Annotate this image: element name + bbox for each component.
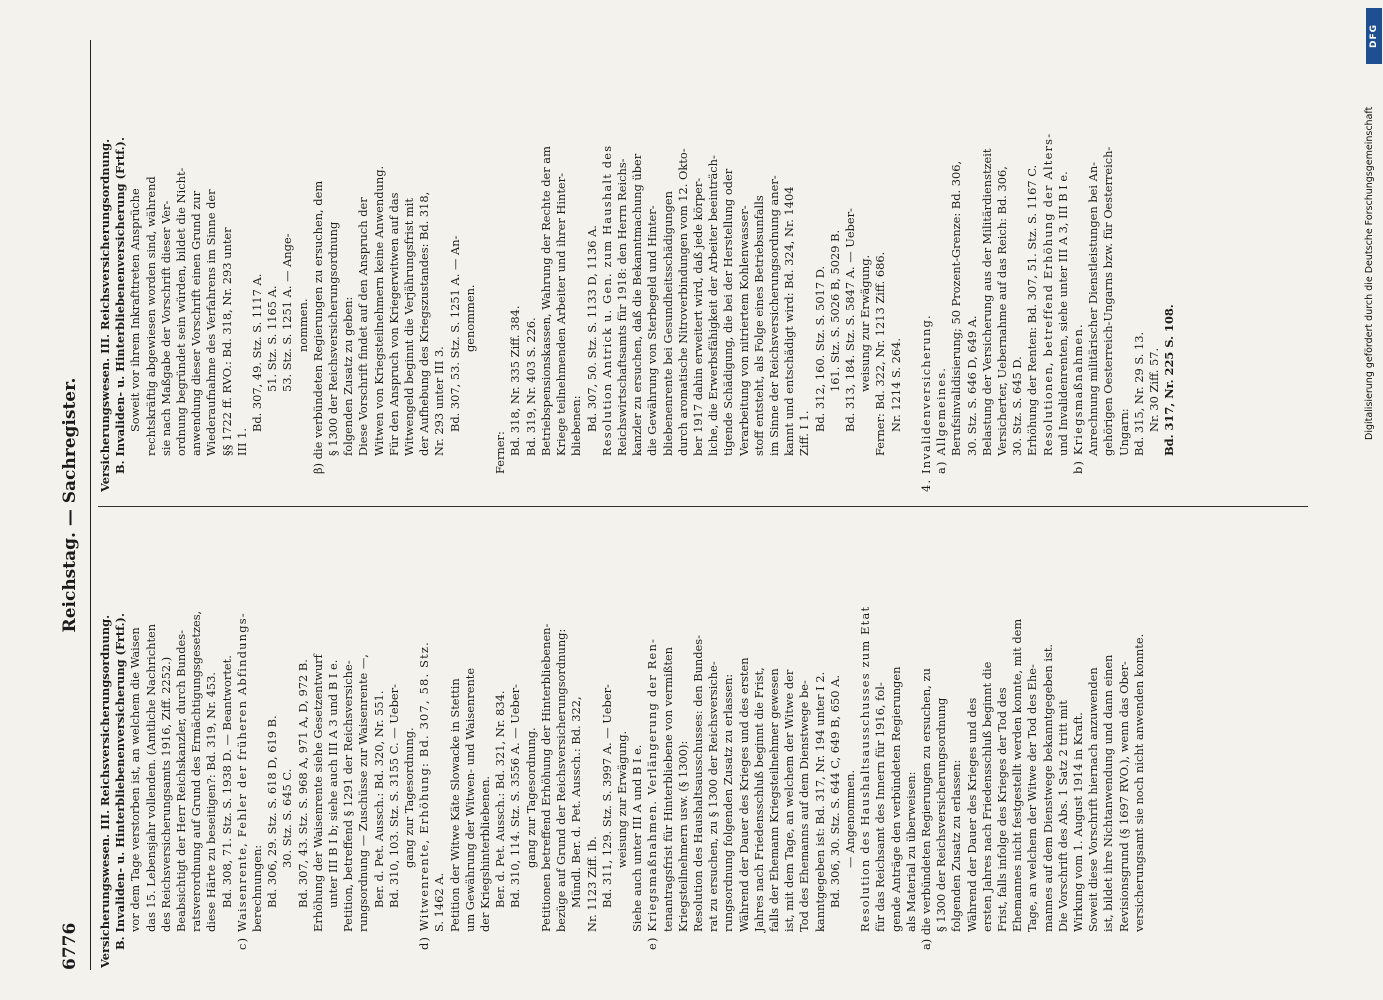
text-line: β) die verbündeten Regierungen zu ersuchen, dem xyxy=(310,180,325,474)
text-line: Mündl. Ber. d. Pet. Aussch.: Bd. 322, xyxy=(569,696,584,908)
text-line: anwendung dieser Vorschrift einen Grund zur xyxy=(189,190,204,456)
text-line: Ber. d. Pet. Aussch.: Bd. 321, Nr. 834. xyxy=(493,690,508,908)
text-line: gehörigen Oesterreich-Ungarns bzw. für Oesterreich- xyxy=(1101,146,1116,456)
digitization-credit xyxy=(1362,0,1380,1000)
text-line: Kriegsteilnehmern usw. (§ 1300): xyxy=(675,740,690,932)
text-line: versicherungsamt sie noch nicht anwenden konnte. xyxy=(1131,633,1146,932)
text-line: Bd. 311, 129. Stz. S. 3997 A. — Ueber- xyxy=(599,684,614,908)
text-line: 30. Stz. S. 646 D, 649 A. xyxy=(964,315,979,456)
text-line: das 15. Lebensjahr vollenden. (Amtliche Nachrichten xyxy=(143,623,158,932)
text-line: bliebenenrente bei Gesundheitsschädigungen xyxy=(660,191,675,456)
text-line: Revisionsgrund (§ 1697 RVO.), wenn das Ober- xyxy=(1116,661,1131,932)
text-line: Bd. 313, 184. Stz. S. 5847 A. — Ueber- xyxy=(842,208,857,432)
text-line: bezüge auf Grund der Reichsversicherungsordnung: xyxy=(554,628,569,932)
text-line: Tage, an welchem der Witwe der Tod des Ehe- xyxy=(1025,664,1040,932)
text-line: ratsverordnung auf Grund des Ermächtigungsgesetzes, xyxy=(189,610,204,932)
text-line: Siehe auch unter III A und B I e. xyxy=(630,744,645,932)
text-line: rat zu ersuchen, zu § 1300 der Reichsversiche- xyxy=(706,661,721,932)
text-line: unter III B I b; siehe auch III A 3 und B I e. xyxy=(326,659,341,908)
text-line: durch aromatische Nitroverbindungen vom 12. Okto- xyxy=(675,148,690,456)
text-line: Bd. 319, Nr. 403 S. 226. xyxy=(523,317,538,456)
text-line: 53. Stz. S. 1251 A. — Ange- xyxy=(280,233,295,392)
text-line: bliebenen: xyxy=(569,395,584,456)
text-line: Resolution Antrick u. Gen. zum Haushalt des xyxy=(599,144,614,456)
text-line: diese Härte zu beseitigen?: Bd. 319, Nr. 453. xyxy=(204,671,219,932)
text-line: Berufsinvalidisierung; 50 Prozent-Grenze: Bd. 306, xyxy=(949,160,964,456)
text-line: 4. Invalidenversicherung. xyxy=(918,314,933,492)
credit-text: Digitalisierung gefördert durch die Deutsche Forschungsgemeinschaft xyxy=(1364,106,1375,440)
text-line: Bd. 307, 50. Stz. S. 1133 D, 1136 A. xyxy=(584,225,599,432)
text-line: kanzler zu ersuchen, daß die Bekanntmachung über xyxy=(630,153,645,456)
text-line: Ziff. I 1. xyxy=(797,410,812,456)
text-line: Beabsichtigt der Herr Reichskanzler, durch Bundes- xyxy=(174,630,189,932)
text-line: um Gewährung der Witwen- und Waisenrente xyxy=(462,667,477,932)
text-line: Reichswirtschaftsamts für 1918: den Herrn Reichs- xyxy=(614,158,629,456)
text-line: Versicherungswesen. III. Reichsversicherungsordnung. xyxy=(98,138,112,492)
text-line: c) Waisenrente, Fehler der früheren Abfindungs- xyxy=(234,612,249,950)
text-line: Bd. 307, 53. Stz. S. 1251 A. — An- xyxy=(447,235,462,432)
text-line: weisung zur Erwägung. xyxy=(614,730,629,868)
text-line: Bd. 318, Nr. 335 Ziff. 384. xyxy=(508,305,523,456)
text-line: folgenden Zusatz zu erlassen: xyxy=(949,759,964,932)
left-column xyxy=(98,518,1313,968)
text-line: Für den Anspruch von Kriegerwitwen auf das xyxy=(386,192,401,456)
text-line: Soweit diese Vorschrift hiernach anzuwenden xyxy=(1086,667,1101,932)
text-line xyxy=(478,42,493,492)
text-line: Resolution des Haushaltsausschusses zum Etat xyxy=(858,605,873,932)
text-line: für das Reichsamt des Innern für 1916, fol- xyxy=(873,682,888,932)
text-line: §§ 1722 ff. RVO.: Bd. 318, Nr. 293 unter xyxy=(219,227,234,456)
text-line: 51. Stz. S. 1165 A. xyxy=(265,285,280,392)
text-line: Wiederaufnahme des Verfahrens im Sinne der xyxy=(204,189,219,456)
text-line: Betriebspensionskassen, Wahrung der Rechte der am xyxy=(538,146,553,456)
page-title: Reichstag. — Sachregister. xyxy=(60,377,80,633)
text-line: Bd. 307, 49. Stz. S. 1117 A. xyxy=(250,273,265,432)
text-line: Ehemannes nicht festgestellt werden konnte, mit dem xyxy=(1010,618,1025,932)
dfg-logo: DFG xyxy=(1366,8,1382,64)
text-line: ordnung begründet sein würden, bildet die Nicht- xyxy=(174,167,189,456)
text-line: Witwengeld beginnt die Verjährungsfrist mit xyxy=(402,198,417,456)
text-line: Bd. 315, Nr. 29 S. 13. xyxy=(1131,331,1146,456)
page-number: 6776 xyxy=(60,922,80,970)
text-line: der Aufhebung des Kriegszustandes: Bd. 318, xyxy=(417,191,432,456)
text-line: Bd. 310, 103. Stz. S. 3155 C. — Ueber- xyxy=(386,684,401,908)
text-line: tigende Schädigung, die bei der Herstellung oder xyxy=(721,168,736,456)
text-line: sie nach Maßgabe der Vorschrift dieser Ver- xyxy=(158,200,173,456)
text-line: Erhöhung der Renten: Bd. 307, 51. Stz. S. 1167 C. xyxy=(1025,164,1040,456)
text-line: kanntgegeben ist: Bd. 317, Nr. 194 unter I 2. xyxy=(812,671,827,932)
text-line: a) Allgemeines. xyxy=(934,366,949,474)
text-line: Bd. 317, Nr. 225 S. 108. xyxy=(1162,304,1177,456)
text-line: Versicherter, Uebernahme auf das Reich: Bd. 306, xyxy=(994,166,1009,456)
text-line: als Material zu überweisen: xyxy=(903,771,918,932)
text-line: Erhöhung der Waisenrente siehe Gesetzentwurf xyxy=(310,654,325,932)
text-line: Soweit vor ihrem Inkrafttreten Ansprüche xyxy=(128,188,143,432)
text-line: Anrechnung militärischer Dienstleistungen bei An- xyxy=(1086,161,1101,456)
text-line: Frist, falls infolge des Krieges der Tod des xyxy=(994,687,1009,932)
text-line: Tod des Ehemanns auf dem Dienstwege be- xyxy=(797,680,812,932)
text-line: Witwen von Kriegsteilnehmern keine Anwendung. xyxy=(371,165,386,456)
text-line: der Kriegshinterbliebenen. xyxy=(478,775,493,932)
text-line: Nr. 1123 Ziff. Ib. xyxy=(584,836,599,932)
text-line: Kriege teilnehmenden Arbeiter und ihrer Hinter- xyxy=(554,173,569,456)
text-line: Nr. 1214 S. 264. xyxy=(888,337,903,432)
text-line: ist, mit dem Tage, an welchem der Witwe der xyxy=(782,669,797,932)
text-line: Bd. 306, 29. Stz. S. 618 D, 619 B. xyxy=(265,715,280,908)
text-line: Während der Dauer des Krieges und des ersten xyxy=(736,657,751,932)
text-line: gang zur Tagesordnung. xyxy=(402,727,417,868)
text-line: a) die verbündeten Regierungen zu ersuchen, zu xyxy=(918,668,933,950)
page-header xyxy=(60,40,88,970)
text-line: ber 1917 dahin erweitert wird, daß jede körper- xyxy=(690,177,705,456)
text-line: — Angenommen. xyxy=(842,769,857,868)
text-line: 30. Stz. S. 645 D. xyxy=(1010,356,1025,456)
text-line: gang zur Tagesordnung. xyxy=(523,727,538,868)
text-line: Jahres nach Friedensschluß beginnt die Frist, xyxy=(751,667,766,932)
text-line: rungsordnung folgenden Zusatz zu erlassen: xyxy=(721,673,736,932)
text-line: B. Invaliden- u. Hinterbliebenenversicherung (Frtf.). xyxy=(113,613,128,950)
text-line: Petitionen betreffend Erhöhung der Hinterbliebenen- xyxy=(538,623,553,932)
text-line: § 1300 der Reichsversicherungsordnung xyxy=(326,221,341,456)
text-line: ersten Jahres nach Friedensschluß beginnt die xyxy=(979,661,994,932)
text-line: Ungarn: xyxy=(1116,408,1131,456)
text-line: d) Witwenrente, Erhöhung: Bd. 307, 58. Stz. xyxy=(417,641,432,950)
text-line: Nr. 293 unter III 3. xyxy=(432,346,447,456)
text-line: § 1300 der Reichsversicherungsordnung xyxy=(934,697,949,932)
text-line: nommen. xyxy=(295,298,310,352)
text-line: ist, bildet ihre Nichtanwendung und dann einen xyxy=(1101,654,1116,932)
text-line: rungsordnung — Zuschüsse zur Waisenrente —, xyxy=(356,654,371,932)
text-line: gende Anträge den verbündeten Regierungen xyxy=(888,666,903,932)
text-line: b) Kriegsmaßnahmen. xyxy=(1071,323,1085,474)
text-line: Bd. 312, 160. Stz. S. 5017 D. xyxy=(812,265,827,432)
text-line: liche, die Erwerbsfähigkeit der Arbeiter beeinträch- xyxy=(706,155,721,456)
text-line: Resolution des Haushaltsausschusses: den Bundes- xyxy=(690,635,705,932)
text-line: Ber. d. Pet. Aussch.: Bd. 320, Nr. 551. xyxy=(371,690,386,908)
text-line: Petition der Witwe Käte Slowacke in Stettin xyxy=(447,678,462,932)
text-line: falls der Ehemann Kriegsteilnehmer gewesen xyxy=(766,668,781,932)
text-line: berechnungen: xyxy=(250,844,265,932)
text-line: vor dem Tage verstorben ist, an welchem die Waisen xyxy=(128,627,143,932)
text-line: Nr. 30 Ziff. 57. xyxy=(1147,347,1162,432)
text-line: Verarbeitung von nitriertem Kohlenwasser- xyxy=(736,205,751,456)
text-line: Bd. 308, 71. Stz. S. 1938 D. — Beantwortet. xyxy=(219,655,234,908)
text-line: Petition, betreffend § 1291 der Reichsversiche- xyxy=(341,660,356,932)
text-line: B. Invaliden- u. Hinterbliebenenversicherung (Frtf.). xyxy=(113,137,128,474)
column-divider xyxy=(98,506,1308,507)
text-line: die Gewährung von Sterbegeld und Hinter- xyxy=(645,205,660,456)
text-line: stoff entsteht, als Folge eines Betriebsunfalls xyxy=(751,195,766,456)
text-line: im Sinne der Reichsversicherungsordnung aner- xyxy=(766,175,781,456)
text-line: Bd. 306, 30. Stz. S. 644 C, 649 B, 650 A. xyxy=(827,675,842,908)
text-line: rechtskräftig abgewiesen worden sind, während xyxy=(143,176,158,456)
text-line: S. 1462 A. xyxy=(432,872,447,932)
text-line: genommen. xyxy=(462,284,477,352)
text-line: 30. Stz. S. 645 C. xyxy=(280,768,295,868)
text-line: kannt und entschädigt wird: Bd. 324, Nr. 1404 xyxy=(782,186,797,456)
text-line: Diese Vorschrift findet auf den Anspruch der xyxy=(356,197,371,456)
text-line: und Invalidenrenten, siehe unter III A 3, III B I e. xyxy=(1055,171,1070,456)
text-line: Die Vorschrift des Abs. 1 Satz 2 tritt mit xyxy=(1055,700,1070,932)
text-line: III 1. xyxy=(234,428,249,456)
text-line: tenantragsfrist für Hinterbliebene von vermißten xyxy=(660,647,675,932)
text-line: Bd. 307, 43. Stz. S. 968 A, 971 A, D, 972 B. xyxy=(295,659,310,908)
text-line: Bd. 310, 114. Stz. S. 3556 A. — Ueber- xyxy=(508,684,523,908)
text-line: Ferner: xyxy=(493,431,508,474)
text-line: Resolutionen, betreffend Erhöhung der Alters- xyxy=(1040,132,1055,456)
text-line: Wirkung vom 1. August 1914 in Kraft. xyxy=(1071,712,1085,932)
text-line: Versicherungswesen. III. Reichsversicherungsordnung. xyxy=(98,614,112,968)
text-line: Belastung der Versicherung aus der Militärdienstzeit xyxy=(979,148,994,456)
text-line: folgenden Zusatz zu geben: xyxy=(341,296,356,456)
header-rule xyxy=(90,40,91,970)
text-line: e) Kriegsmaßnahmen. Verlängerung der Ren- xyxy=(645,637,660,950)
right-column xyxy=(98,42,1313,492)
text-line: weisung zur Erwägung. xyxy=(858,254,873,392)
text-line xyxy=(904,42,919,492)
text-line: mannes auf dem Dienstwege bekanntgegeben ist. xyxy=(1040,643,1055,932)
text-line: Während der Dauer des Krieges und des xyxy=(964,697,979,932)
text-line: Ferner: Bd. 322, Nr. 1213 Ziff. 686. xyxy=(873,251,888,456)
text-line: des Reichsversicherungsamts 1916, Ziff. 2252.) xyxy=(158,656,173,932)
text-line: 161. Stz. S. 5026 B, 5029 B. xyxy=(827,229,842,392)
